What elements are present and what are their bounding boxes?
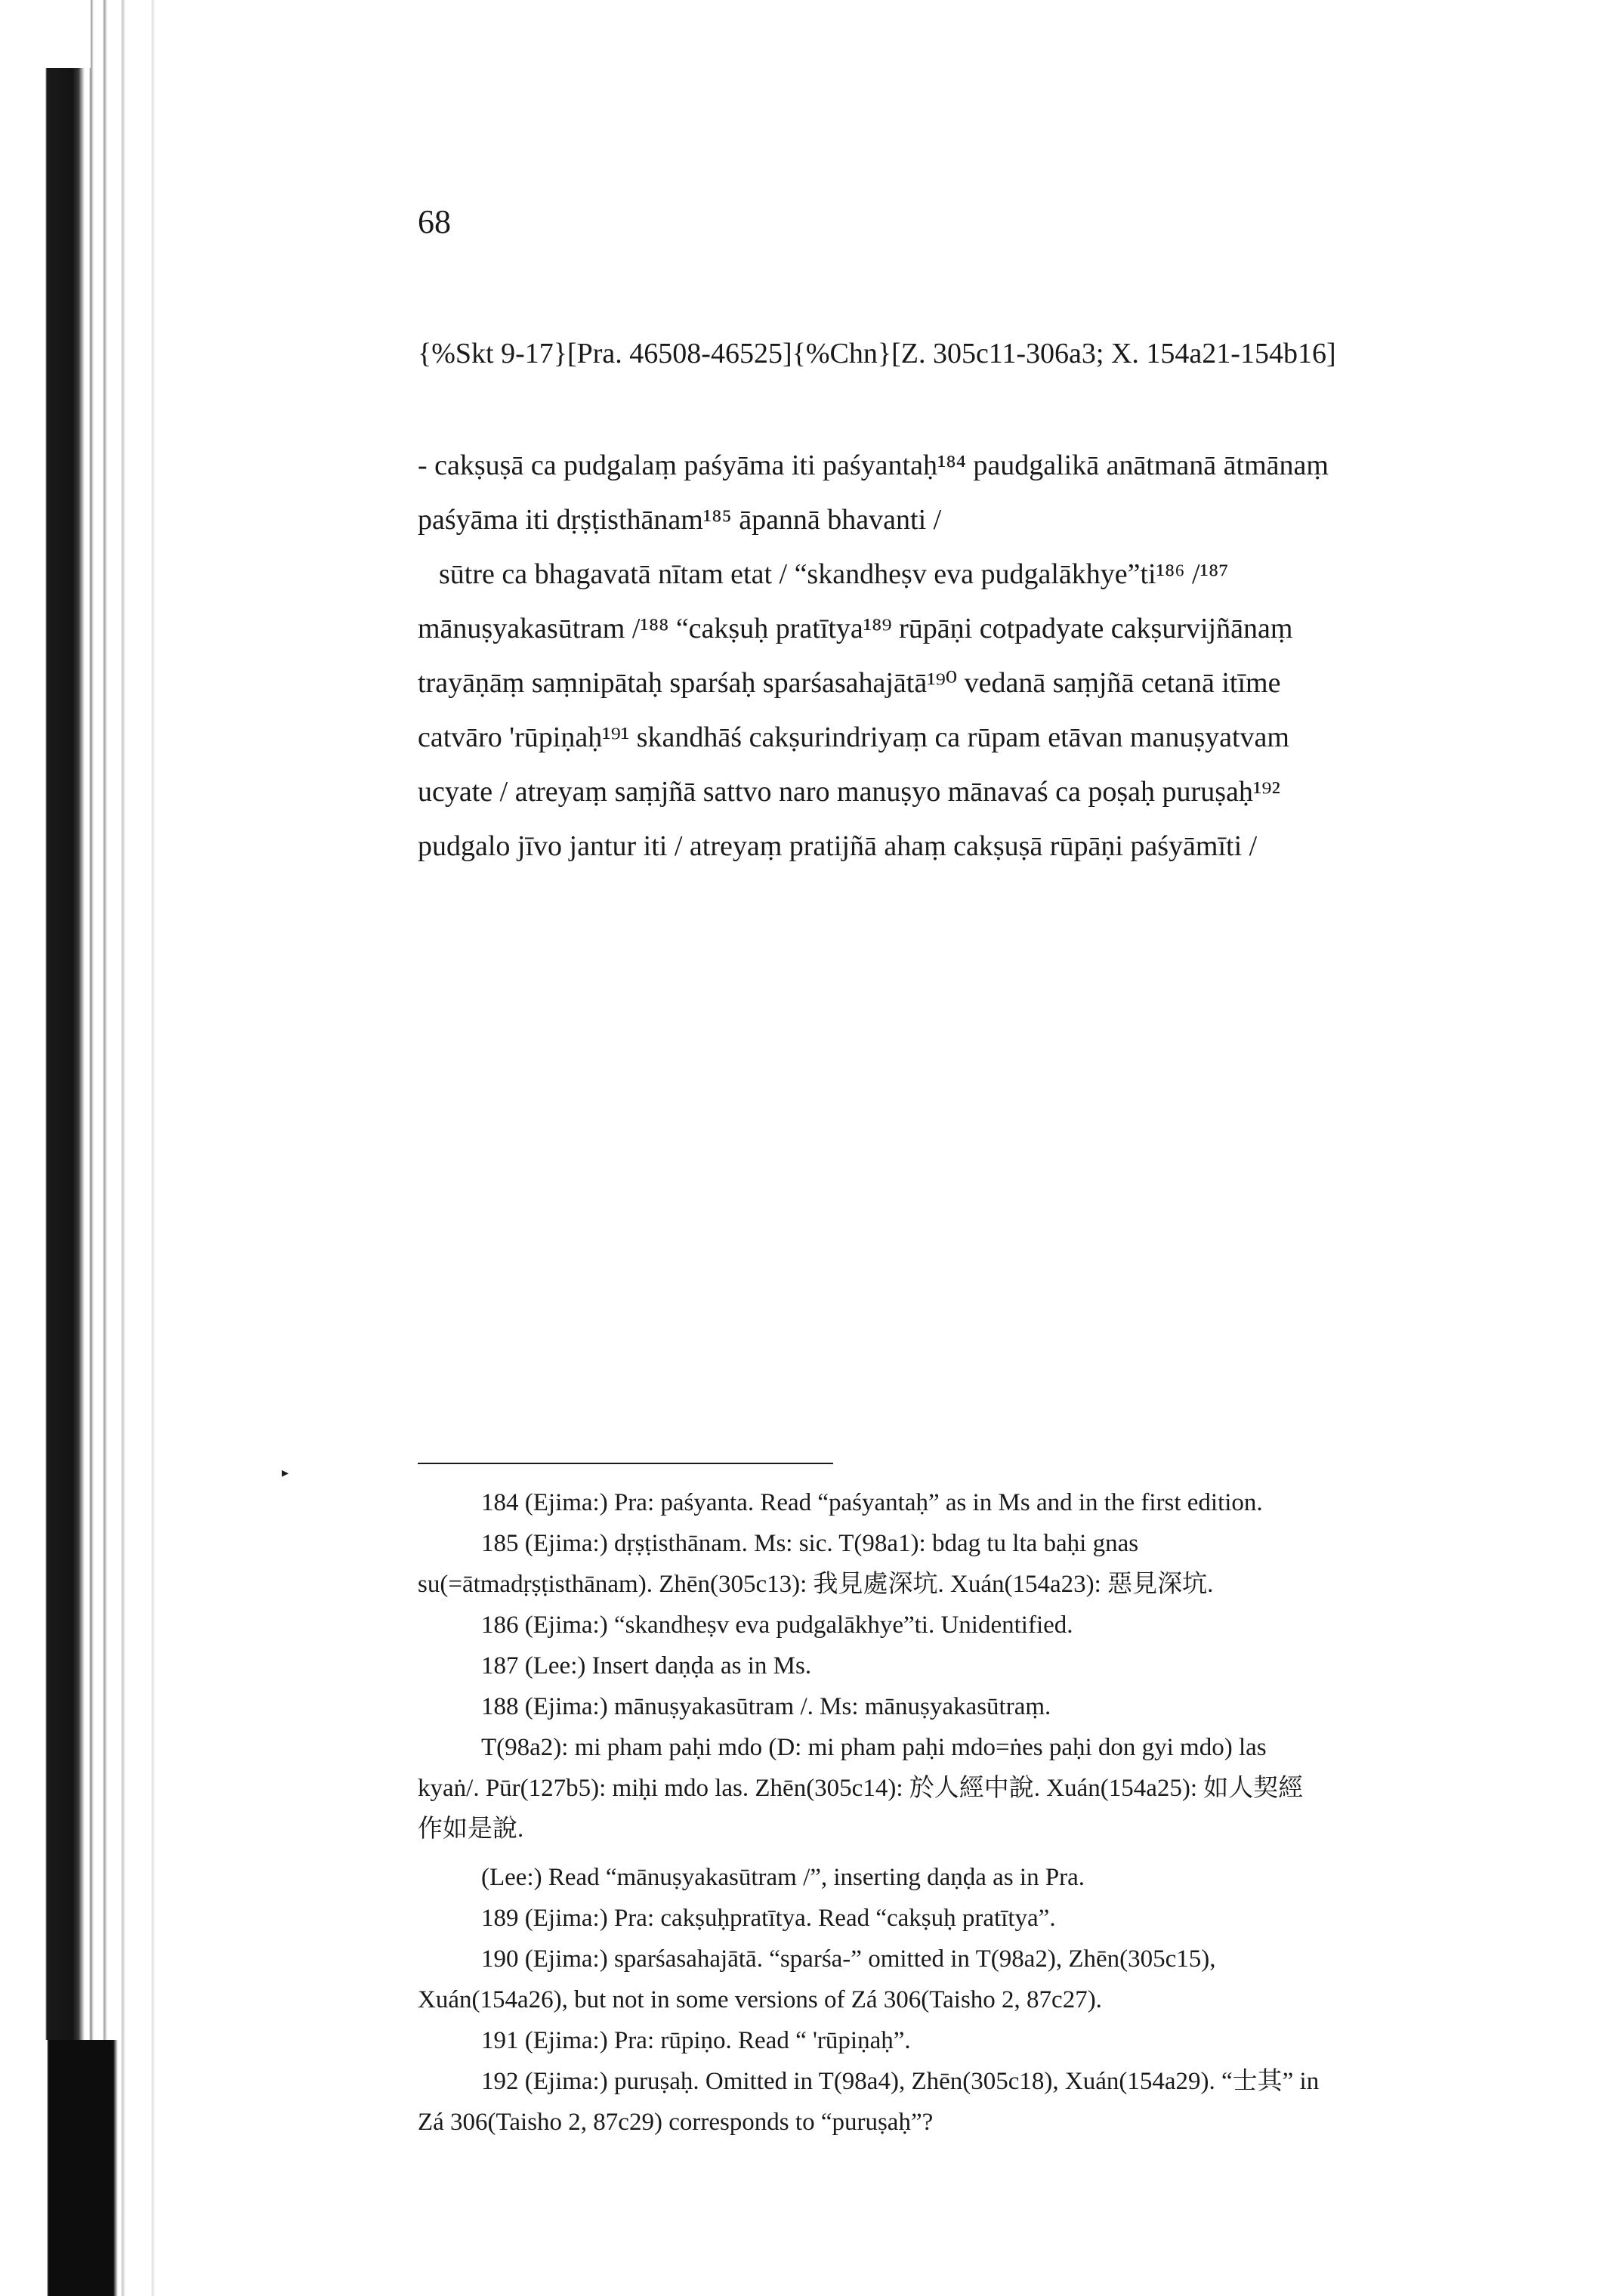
footnotes (418, 1482, 1505, 2143)
main-line: paśyāma iti dṛṣṭisthānam¹⁸⁵ āpannā bhavanti / (418, 504, 942, 536)
stray-mark: ▸ (282, 1465, 289, 1480)
footnote-line: 189 (Ejima:) Pra: cakṣuḥpratītya. Read “cakṣuḥ pratītya”. (481, 1905, 1056, 1932)
footnote-line: 192 (Ejima:) puruṣaḥ. Omitted in T(98a4), Zhēn(305c18), Xuán(154a29). “士其” in (481, 2068, 1320, 2095)
footnote-line: su(=ātmadṛṣṭisthānam). Zhēn(305c13): 我見處深坑. Xuán(154a23): 惡見深坑. (418, 1571, 1214, 1598)
footnote-line: kyaṅ/. Pūr(127b5): miḥi mdo las. Zhēn(305c14): 於人經中說. Xuán(154a25): 如人契經 (418, 1775, 1304, 1802)
footnote-line: 作如是說. (418, 1815, 524, 1843)
main-line: sūtre ca bhagavatā nītam etat / “skandheṣv eva pudgalākhye”ti¹⁸⁶ /¹⁸⁷ (439, 558, 1229, 590)
footnote-line: 184 (Ejima:) Pra: paśyanta. Read “paśyantaḥ” as in Ms and in the first edition. (481, 1489, 1263, 1516)
scan-gutter-top (0, 0, 91, 68)
footnote-line: Xuán(154a26), but not in some versions of Zá 306(Taisho 2, 87c27). (418, 1986, 1102, 2013)
footnote-line: 187 (Lee:) Insert daṇḍa as in Ms. (481, 1652, 812, 1680)
main-line: ucyate / atreyaṃ saṃjñā sattvo naro manuṣyo mānavaś ca poṣaḥ puruṣaḥ¹⁹² (418, 776, 1280, 808)
footnote-line: 190 (Ejima:) sparśasahajātā. “sparśa-” omitted in T(98a2), Zhēn(305c15), (481, 1945, 1216, 1973)
footnote-line: 188 (Ejima:) mānuṣyakasūtram /. Ms: mānuṣyakasūtraṃ. (481, 1693, 1051, 1720)
footnote-line: 191 (Ejima:) Pra: rūpiṇo. Read “ 'rūpiṇaḥ”. (481, 2027, 911, 2054)
main-line: mānuṣyakasūtram /¹⁸⁸ “cakṣuḥ pratītya¹⁸⁹ rūpāṇi cotpadyate cakṣurvijñānaṃ (418, 613, 1293, 644)
reference-line: {%Skt 9-17}[Pra. 46508-46525]{%Chn}[Z. 305c11-306a3; X. 154a21-154b16] (418, 338, 1336, 369)
footnote-rule (418, 1463, 833, 1464)
main-line: - cakṣuṣā ca pudgalaṃ paśyāma iti paśyantaḥ¹⁸⁴ paudgalikā anātmanā ātmānaṃ (418, 450, 1329, 481)
scan-gutter-bottom (0, 2040, 121, 2296)
page-number: 68 (418, 203, 451, 240)
main-line: pudgalo jīvo jantur iti / atreyaṃ pratijñā ahaṃ cakṣuṣā rūpāṇi paśyāmīti / (418, 830, 1258, 862)
footnote-line: Zá 306(Taisho 2, 87c29) corresponds to “puruṣaḥ”? (418, 2109, 934, 2136)
footnote-line: (Lee:) Read “mānuṣyakasūtram /”, inserting daṇḍa as in Pra. (481, 1864, 1085, 1891)
main-line: trayāṇāṃ saṃnipātaḥ sparśaḥ sparśasahajātā¹⁹⁰ vedanā saṃjñā cetanā itīme (418, 667, 1281, 699)
main-line: catvāro 'rūpiṇaḥ¹⁹¹ skandhāś cakṣurindriyaṃ ca rūpam etāvan manuṣyatvam (418, 722, 1289, 753)
main-text (418, 438, 1528, 873)
footnote-line: 186 (Ejima:) “skandheṣv eva pudgalākhye”ti. Unidentified. (481, 1612, 1073, 1639)
footnote-line: T(98a2): mi pham paḥi mdo (D: mi pham paḥi mdo=ṅes paḥi don gyi mdo) las (481, 1734, 1267, 1761)
scan-gutter (0, 0, 181, 2296)
footnote-line: 185 (Ejima:) dṛṣṭisthānam. Ms: sic. T(98a1): bdag tu lta baḥi gnas (481, 1530, 1139, 1557)
